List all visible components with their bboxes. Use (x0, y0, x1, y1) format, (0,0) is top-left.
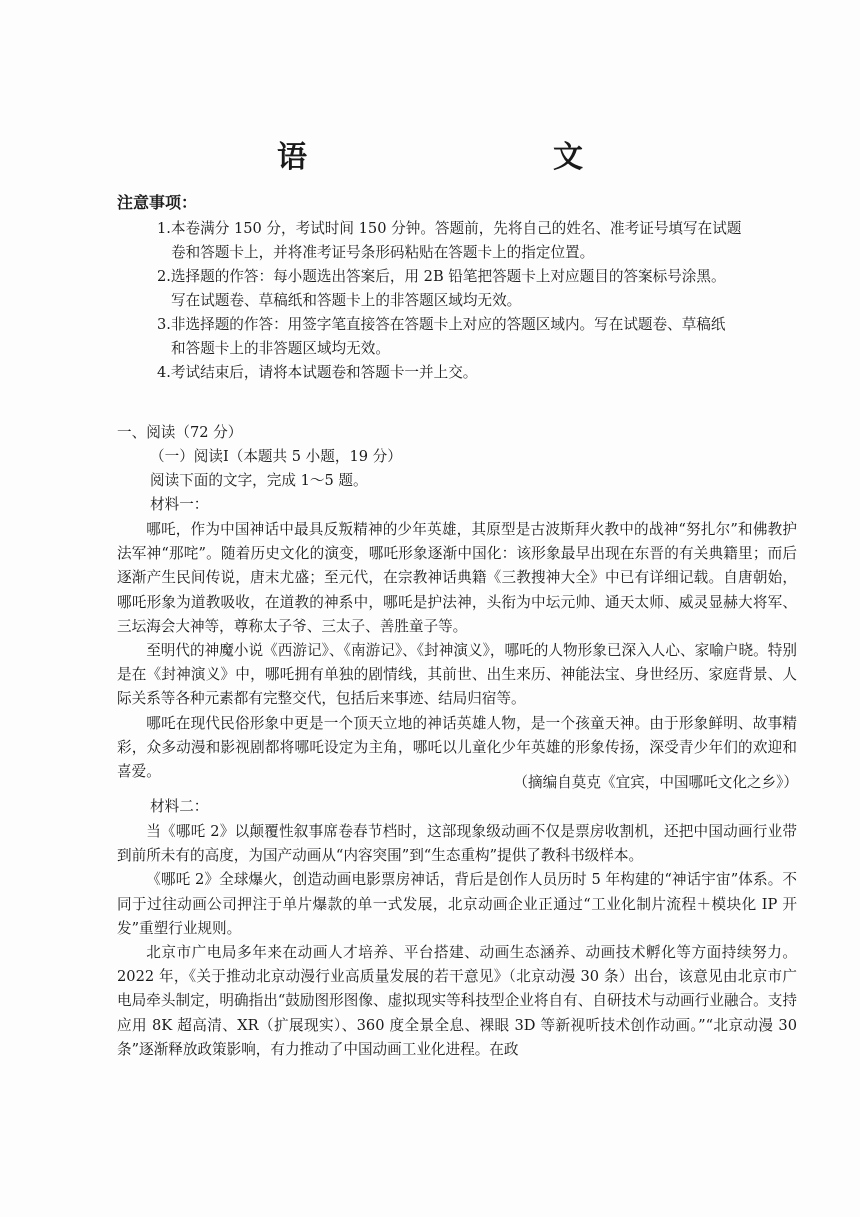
paragraph: 《哪吒 2》全球爆火，创造动画电影票房神话，背后是创作人员历时 5 年构建的“神话宇宙”体系。不同于过往动画公司押注于单片爆款的单一式发展，北京动画企业正通过“工业化制片流程＋模块化 IP 开发”重塑行业规则。 (117, 871, 797, 937)
paragraph: 北京市广电局多年来在动画人才培养、平台搭建、动画生态涵养、动画技术孵化等方面持续努力。2022 年，《关于推动北京动漫行业高质量发展的若干意见》（北京动漫 30 条）出台，该意见由北京市广电局牵头制定，明确指出“鼓励图形图像、虚拟现实等科技型企业将自有、自研技术与动画行业融合。支持应用 8K 超高清、XR（扩展现实）、360 度全景全息、裸眼 3D 等新视听技术创作动画。”“北京动漫 30 条”逐渐释放政策影响，有力推动了中国动画工业化进程。在政 (117, 944, 797, 1058)
notice-item-line: 和答题卡上的非答题区域均无效。 (171, 340, 390, 357)
instruction: 阅读下面的文字，完成 1～5 题。 (150, 472, 368, 489)
notice-item-line: 1.本卷满分 150 分，考试时间 150 分钟。答题前，先将自己的姓名、准考证号填写在试题 (157, 220, 742, 237)
paragraph: 当《哪吒 2》以颠覆性叙事席卷春节档时，这部现象级动画不仅是票房收割机，还把中国动画行业带到前所未有的高度，为国产动画从“内容突围”到“生态重构”提供了教科书级样本。 (117, 823, 797, 865)
notice-item (157, 313, 797, 361)
material2-label: 材料二： (150, 798, 209, 815)
material1-label: 材料一： (150, 496, 209, 513)
notice-list (157, 217, 797, 385)
notice-item-line: 2.选择题的作答：每小题选出答案后，用 2B 铅笔把答题卡上对应题目的答案标号涂黑。 (157, 268, 726, 285)
notice-item (157, 217, 797, 265)
paragraph: 哪吒，作为中国神话中最具反叛精神的少年英雄，其原型是古波斯拜火教中的战神“努扎尔”和佛教护法军神“那咤”。随着历史文化的演变，哪吒形象逐渐中国化：该形象最早出现在东晋的有关典籍里；而后逐渐产生民间传说，唐末尤盛；至元代，在宗教神话典籍《三教搜神大全》中已有详细记载。自唐朝始，哪吒形象为道教吸收，在道教的神系中，哪吒是护法神，头衔为中坛元帅、通天太师、威灵显赫大将军、三坛海会大神等，尊称太子爷、三太子、善胜童子等。 (117, 521, 797, 635)
notice-item (157, 265, 797, 313)
material1-body (117, 518, 797, 784)
material1-source: （摘编自莫克《宜宾，中国哪吒文化之乡》） (513, 774, 798, 791)
notice-item-line: 写在试题卷、草稿纸和答题卡上的非答题区域均无效。 (171, 292, 522, 309)
paragraph: 哪吒在现代民俗形象中更是一个顶天立地的神话英雄人物，是一个孩童天神。由于形象鲜明、故事精彩，众多动漫和影视剧都将哪吒设定为主角，哪吒以儿童化少年英雄的形象传扬，深受青少年们的欢迎和喜爱。 (117, 714, 797, 781)
notice-item-line: 4.考试结束后，请将本试题卷和答题卡一并上交。 (157, 364, 478, 381)
page-title: 语 文 (277, 140, 645, 175)
material2-body (117, 820, 797, 1062)
paragraph: 至明代的神魔小说《西游记》、《南游记》、《封神演义》，哪吒的人物形象已深入人心、家喻户晓。特别是在《封神演义》中，哪吒拥有单独的剧情线，其前世、出生来历、神能法宝、身世经历、家庭背景、人际关系等各种元素都有完整交代，包括后来事迹、结局归宿等。 (117, 642, 797, 708)
notice-heading: 注意事项： (117, 193, 198, 212)
notice-item (157, 361, 797, 385)
notice-item-line: 3.非选择题的作答：用签字笔直接答在答题卡上对应的答题区域内。写在试题卷、草稿纸 (157, 316, 726, 333)
sub-heading: （一）阅读Ⅰ（本题共 5 小题，19 分） (150, 448, 402, 465)
notice-item-line: 卷和答题卡上，并将准考证号条形码粘贴在答题卡上的指定位置。 (171, 244, 595, 261)
section-heading: 一、阅读（72 分） (117, 424, 243, 441)
